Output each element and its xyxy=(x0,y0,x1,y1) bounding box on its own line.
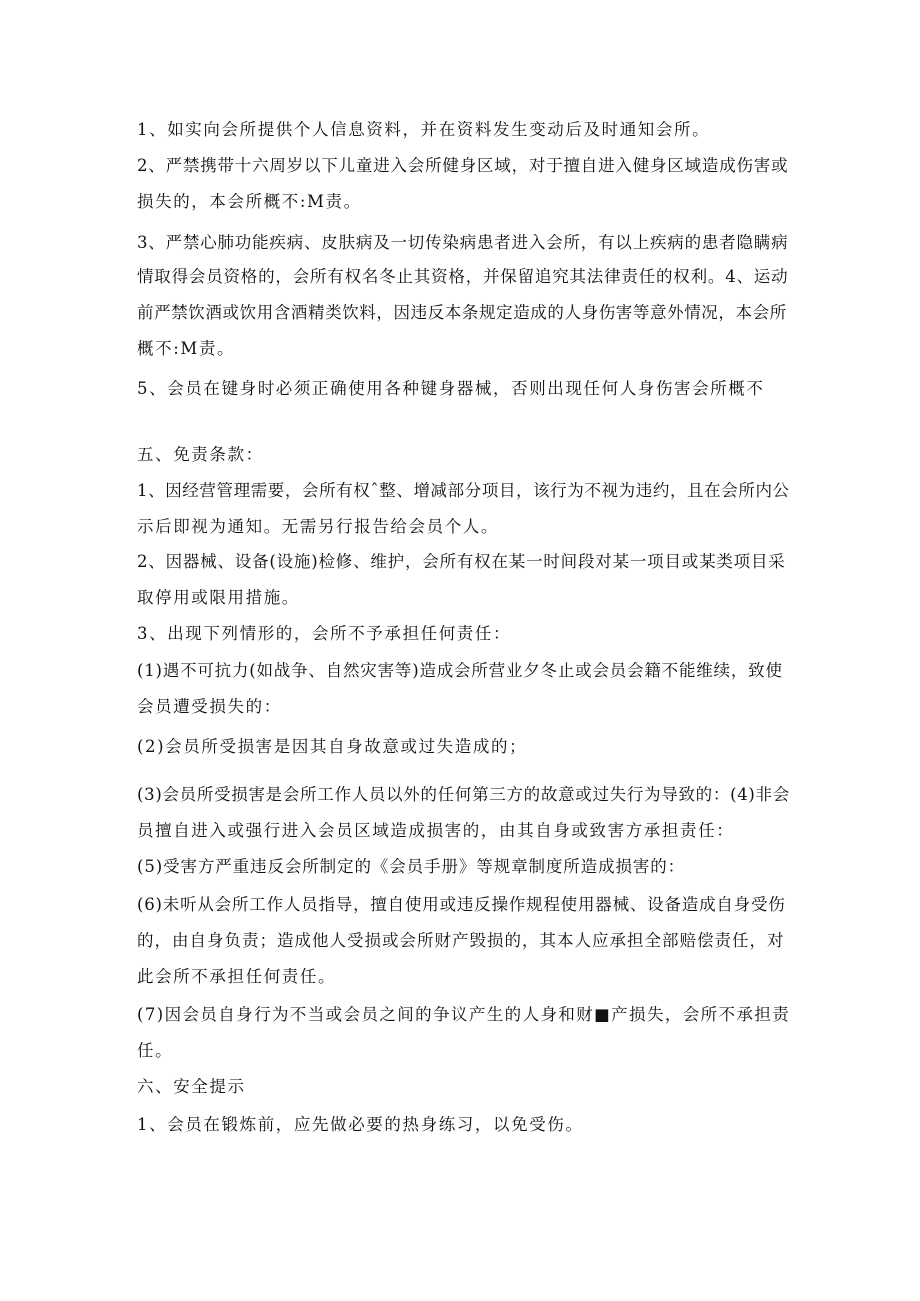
section-heading: 五、免责条款： xyxy=(137,445,264,464)
text-line: 3、严禁心肺功能疾病、皮肤病及一切传染病患者进入会所，有以上疾病的患者隐瞒病 xyxy=(137,233,789,252)
text-line: 1、因经营管理需要，会所有权ˆ整、增减部分项目，该行为不视为违约，且在会所内公 xyxy=(137,481,790,500)
text-line: 2、严禁携带十六周岁以下儿童进入会所健身区域，对于擅自进入健身区域造成伤害或 xyxy=(137,156,789,175)
text-line: 示后即视为通知。无需另行报告给会员个人。 xyxy=(137,517,499,536)
text-line: 1、会员在锻炼前，应先做必要的热身练习，以免受伤。 xyxy=(137,1115,584,1134)
text-line: 损失的，本会所概不:M责。 xyxy=(137,192,362,211)
text-line: 员擅自进入或强行进入会员区域造成损害的，由其自身或致害方承担责任： xyxy=(137,821,735,840)
text-line: (3)会员所受损害是会所工作人员以外的任何第三方的故意或过失行为导致的：(4)非会 xyxy=(137,785,790,804)
text-line: 会员遭受损失的： xyxy=(137,697,282,716)
text-line: (5)受害方严重违反会所制定的《会员手册》等规章制度所造成损害的： xyxy=(137,857,686,876)
text-line: 2、因器械、设备(设施)检修、维护，会所有权在某一时间段对某一项目或某类项目采 xyxy=(137,552,786,571)
text-line: 此会所不承担任何责任。 xyxy=(137,967,337,986)
text-line: (6)未听从会所工作人员指导，擅自使用或违反操作规程使用器械、设备造成自身受伤 xyxy=(137,895,786,914)
text-line: 取停用或限用措施。 xyxy=(137,588,300,607)
text-line: 3、出现下列情形的，会所不予承担任何责任： xyxy=(137,624,512,643)
text-line: 任。 xyxy=(137,1041,174,1060)
text-line: 的，由自身负责；造成他人受损或会所财产毁损的，其本人应承担全部赔偿责任，对 xyxy=(137,931,785,950)
text-line: 概不:M责。 xyxy=(137,339,236,358)
text-line: 1、如实向会所提供个人信息资料，并在资料发生变动后及时通知会所。 xyxy=(137,120,711,139)
text-line: 情取得会员资格的，会所有权名冬止其资格，并保留追究其法律责任的权利。4、运动 xyxy=(137,267,789,286)
text-line: (7)因会员自身行为不当或会员之间的争议产生的人身和财■产损失，会所不承担责 xyxy=(137,1005,791,1024)
text-line: 5、会员在键身时必须正确使用各种键身器械，否则出现任何人身伤害会所概不 xyxy=(137,379,765,398)
text-line: 前严禁饮酒或饮用含酒精类饮料，因违反本条规定造成的人身伤害等意外情况，本会所 xyxy=(137,303,787,322)
text-line: (1)遇不可抗力(如战争、自然灾害等)造成会所营业夕冬止或会员会籍不能维续，致使 xyxy=(137,661,783,680)
section-heading: 六、安全提示 xyxy=(137,1077,246,1096)
text-line: (2)会员所受损害是因其自身故意或过失造成的； xyxy=(137,737,528,756)
